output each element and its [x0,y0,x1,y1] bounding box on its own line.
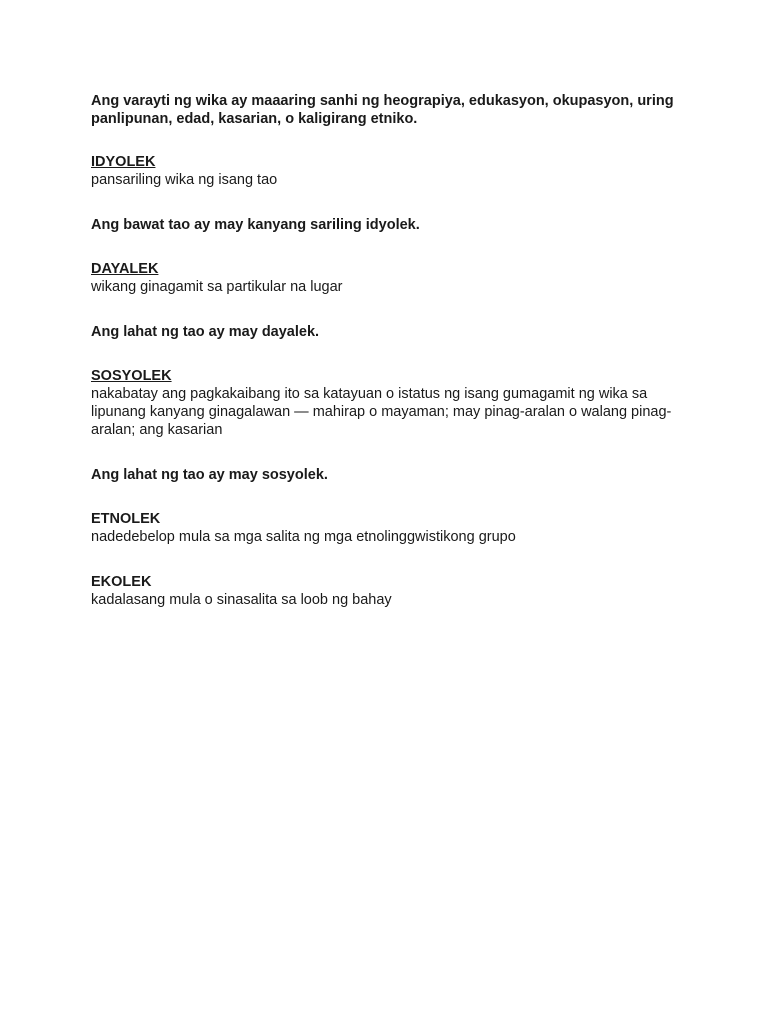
section-sosyolek [91,367,691,484]
term-definition: nakabatay ang pagkakaibang ito sa katayuan o istatus ng isang gumagamit ng wika sa lipunang kanyang ginagalawan — mahirap o mayaman; may pinag-aralan o walang pinag-aralan; ang kasarian [91,386,672,438]
term-definition: pansariling wika ng isang tao [91,172,278,188]
term-definition: kadalasang mula o sinasalita sa loob ng bahay [91,592,392,608]
term-heading: IDYOLEK [91,154,156,170]
term-heading: EKOLEK [91,574,152,590]
section-dayalek [91,260,691,341]
section-ekolek [91,573,691,609]
term-heading: SOSYOLEK [91,368,172,384]
term-statement: Ang lahat ng tao ay may sosyolek. [91,467,328,483]
document-page [91,92,691,609]
section-idyolek [91,153,691,234]
term-definition: wikang ginagamit sa partikular na lugar [91,279,343,295]
term-definition: nadedebelop mula sa mga salita ng mga etnolinggwistikong grupo [91,529,516,545]
term-heading: DAYALEK [91,261,159,277]
section-etnolek [91,510,691,546]
term-statement: Ang bawat tao ay may kanyang sariling idyolek. [91,217,420,233]
term-statement: Ang lahat ng tao ay may dayalek. [91,324,320,340]
intro-paragraph: Ang varayti ng wika ay maaaring sanhi ng heograpiya, edukasyon, okupasyon, uring panlipunan, edad, kasarian, o kaligirang etniko. [91,93,674,127]
term-heading: ETNOLEK [91,511,161,527]
